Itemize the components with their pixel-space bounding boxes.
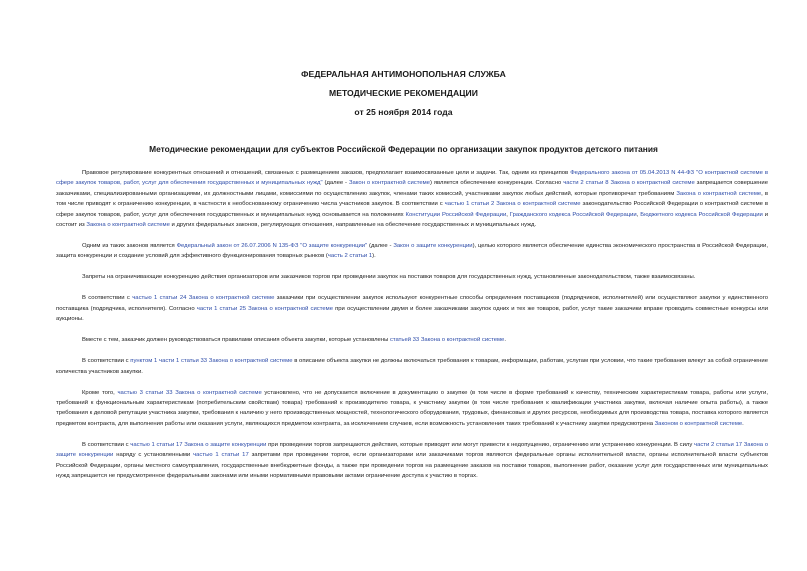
paragraph-text: ). <box>372 253 376 260</box>
legal-reference-link[interactable]: Федерального закона от 05.04.2013 N 44-ФЗ "О контрактной системе в сфере закупок товаров, работ, услуг для обеспечения государственных и муниципальных нужд" <box>56 170 769 187</box>
paragraph-text: при проведении торгов запрещаются действия, которые приводят или могут привести к недопущению, ограничению или устранению конкуренции. В силу <box>266 441 695 448</box>
paragraph-text: запрещается совершение заказчиками, специализированными организациями, их должностными лицами, комиссиями по осуществлению закупок, членами таких комиссий, участниками закупок любых действий, которые противоречат требованиям <box>56 180 768 197</box>
paragraph-text: наряду с установленными <box>113 452 194 459</box>
paragraph-text: В соответствии с <box>82 295 133 302</box>
paragraph-text: . <box>742 420 744 427</box>
legal-reference-link[interactable]: частью 1 статьи 17 <box>193 452 249 459</box>
legal-reference-link[interactable]: частью 3 статьи 33 Закона о контрактной системе <box>117 389 262 396</box>
legal-reference-link[interactable]: части 1 статьи 25 Закона о контрактной системе <box>196 305 333 312</box>
paragraph-text: законодательство Российской Федерации о контрактной системе в сфере закупок товаров, работ, услуг для обеспечения государственных и муниципальных нужд основывается на положениях <box>56 201 768 218</box>
document-body <box>56 168 768 492</box>
body-paragraph <box>56 241 768 262</box>
document-type-heading: МЕТОДИЧЕСКИЕ РЕКОМЕНДАЦИИ <box>328 88 478 98</box>
paragraph-text: и состоит из <box>56 211 769 229</box>
legal-reference-link[interactable]: частью 1 статьи 17 Закона о защите конкуренции <box>130 441 267 448</box>
paragraph-text: Кроме того, <box>82 389 118 396</box>
legal-reference-link[interactable]: часть 2 статьи 1 <box>327 253 373 260</box>
paragraph-text: запретами при проведении торгов, если организаторами или заказчиками торгов являются федеральные органы исполнительной власти, органы исполнительной власти субъектов Российской Федерации, органы местного самоуправления, государственные внебюджетные фонды, а также при проведении торгов на размещение заказов на поставки товаров, выполнение работ, оказание услуг для государственных или муниципальных нужд запрещается не предусмотренное федеральными законами или иными нормативными правовыми актами ограничение доступа к участию в торгах. <box>56 452 768 480</box>
legal-reference-link[interactable]: статьей 33 Закона о контрактной системе <box>389 337 505 344</box>
paragraph-text: Запреты на ограничивающие конкуренцию действия организаторов или заказчиков торгов при проведении закупок на поставки товаров для государственных нужд, установленные законодательством, также взаимосвязаны. <box>82 274 696 281</box>
paragraph-text: в описание объекта закупки не должны включаться требования к товарам, информации, работам, услугам при условии, что такие требования влекут за собой ограничение количества участников закупки. <box>56 358 768 375</box>
legal-reference-link[interactable]: Законом о контрактной системе <box>654 420 743 427</box>
body-paragraph <box>56 168 768 230</box>
document-date: от 25 ноября 2014 года <box>354 107 453 117</box>
body-paragraph <box>56 440 768 482</box>
paragraph-text: , в том числе приводят к ограничению конкуренции, в частности к необоснованному ограничению числа участников закупок. В соответствии с <box>56 190 768 208</box>
legal-reference-link[interactable]: Федеральный закон от 26.07.2006 N 135-ФЗ "О защите конкуренции" <box>176 243 368 250</box>
paragraph-text: . <box>504 337 506 344</box>
legal-reference-link[interactable]: Закона о контрактной системе <box>676 190 762 197</box>
paragraph-text: (далее - <box>367 243 394 250</box>
body-paragraph <box>56 356 768 377</box>
paragraph-text: ) является обеспечение конкуренции. Согласно <box>429 180 564 187</box>
legal-reference-link[interactable]: частью 1 статьи 24 Закона о контрактной системе <box>132 295 275 302</box>
legal-reference-link[interactable]: части 2 статьи 17 Закона о защите конкуренции <box>56 441 769 459</box>
legal-reference-link[interactable]: пунктом 1 части 1 статьи 33 Закона о контрактной системе <box>130 358 293 365</box>
paragraph-text: (далее - <box>322 180 349 187</box>
legal-reference-link[interactable]: Закон о контрактной системе <box>348 180 430 187</box>
legal-reference-link[interactable]: частью 1 статьи 2 Закона о контрактной системе <box>444 201 581 208</box>
paragraph-text: Вместе с тем, заказчик должен руководствоваться правилами описания объекта закупки, которые установлены <box>82 337 390 344</box>
body-paragraph <box>56 388 768 430</box>
legal-reference-link[interactable]: Гражданского кодекса Российской Федерации <box>509 211 637 218</box>
legal-reference-link[interactable]: Бюджетного кодекса Российской Федерации <box>640 211 763 218</box>
body-paragraph <box>56 293 768 324</box>
paragraph-text: заказчики при осуществлении закупок используют конкурентные способы определения поставщиков (подрядчиков, исполнителей) или осуществляют закупки у единственного поставщика (подрядчика, исполнителя). Согласно <box>56 295 769 312</box>
legal-reference-link[interactable]: Конституции Российской Федерации <box>405 211 507 218</box>
agency-heading: ФЕДЕРАЛЬНАЯ АНТИМОНОПОЛЬНАЯ СЛУЖБА <box>301 69 506 79</box>
paragraph-text: В соответствии с <box>82 441 131 448</box>
legal-reference-link[interactable]: части 2 статьи 8 Закона о контрактной системе <box>563 180 695 187</box>
paragraph-text: В соответствии с <box>82 358 131 365</box>
document-title: Методические рекомендации для субъектов Российской Федерации по организации закупок продуктов детского питания <box>149 144 658 154</box>
paragraph-text: установлено, что не допускается включение в документацию о закупке (в том числе в форме требований к качеству, техническим характеристикам товара, работы или услуги, требований к функциональным характеристикам (потребительским свойствам) товара) требований к производителю товара, к участнику закупки (в том числе требования к квалификации участника закупки, включая наличие опыта работы), а также требования к деловой репутации участника закупки, требования к наличию у него производственных мощностей, технологического оборудования, трудовых, финансовых и других ресурсов, необходимых для производства товара, поставка которого является предметом контракта, для выполнения работы или оказания услуги, являющихся предметом контракта, за исключением случаев, если возможность установления таких требований к участнику закупки предусмотрена <box>56 389 768 427</box>
body-paragraph <box>56 335 768 345</box>
paragraph-text: и других федеральных законов, регулирующих отношения, направленные на обеспечение государственных и муниципальных нужд. <box>169 222 537 229</box>
paragraph-text: Одним из таких законов является <box>82 243 177 250</box>
paragraph-text: Правовое регулирование конкурентных отношений и отношений, связанных с размещением заказов, предполагает взаимосвязанные цели и задачи. Так, одним из принципов <box>82 170 571 176</box>
legal-reference-link[interactable]: Закон о защите конкуренции <box>393 243 473 250</box>
paragraph-text: при осуществлении двумя и более заказчиками закупок одних и тех же товаров, работ, услуг такие заказчики вправе проводить совместные конкурсы или аукционы. <box>56 305 768 323</box>
paragraph-text: , <box>506 211 510 218</box>
legal-reference-link[interactable]: Закона о контрактной системе <box>86 222 170 229</box>
body-paragraph <box>56 272 768 282</box>
paragraph-text: , <box>636 211 641 218</box>
paragraph-text: ), целью которого является обеспечение единства экономического пространства в Российской Федерации, защита конкуренции и создание условий для эффективного функционирования товарных рынков ( <box>56 243 768 260</box>
